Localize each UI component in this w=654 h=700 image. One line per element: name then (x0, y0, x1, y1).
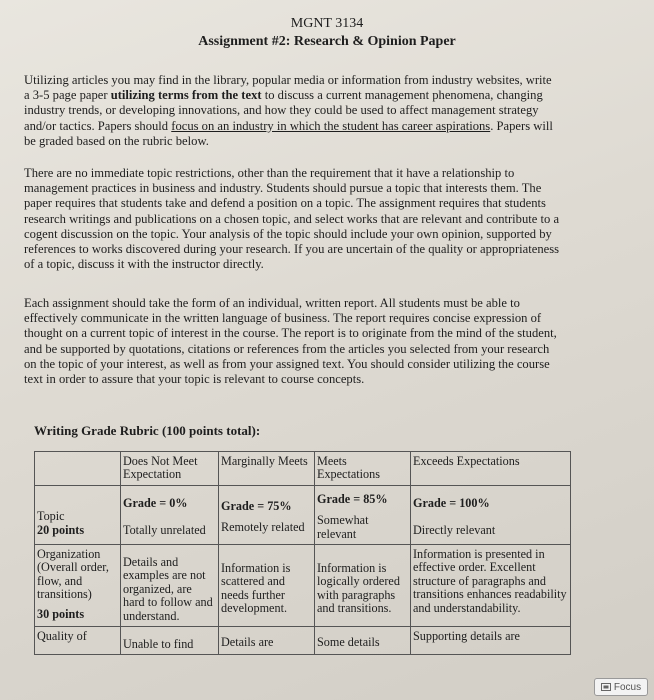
grade-label: Grade = 0% (123, 495, 188, 510)
rubric-title: Writing Grade Rubric (100 points total): (34, 423, 261, 438)
topic-cell: Grade = 100% Directly relevant (411, 485, 571, 544)
text-line: a 3-5 page paper utilizing terms from the text to discuss a current management phenomena, changing (24, 88, 543, 103)
course-code: MGNT 3134 (290, 16, 364, 31)
underlined-phrase: focus on an industry in which the student has career aspirations (171, 118, 491, 133)
text-line: on the topic of your interest, as well as from your assigned text. You should consider utilizing the course (24, 356, 550, 371)
text-line: and be supported by quotations, citations or references from the articles you selected from your research (24, 341, 550, 356)
text-line: Each assignment should take the form of an individual, written report. All students must be able to (24, 296, 520, 310)
rubric-corner-cell (35, 452, 121, 486)
text-line: cogent discussion on the topic. Your analysis of the topic should include your own opinion, supported by (24, 226, 552, 241)
rubric-table (34, 451, 571, 655)
organization-cell: Information is logically ordered with paragraphs and transitions. (315, 545, 411, 627)
header-exceeds: Exceeds Expectations (411, 452, 571, 486)
text-line: of a topic, discuss it with the instructor directly. (24, 257, 264, 272)
text-line: effectively communicate in the written language of business. The report requires concise expression of (24, 311, 542, 326)
topic-cell: Grade = 85% Somewhat relevant (315, 485, 411, 544)
text-line: text in order to assure that your topic is relevant to course concepts. (24, 372, 365, 387)
text-line: be graded based on the rubric below. (24, 133, 209, 148)
quality-cell: Details are (219, 627, 315, 655)
rubric-row-quality (35, 627, 571, 655)
paragraph-topic (24, 166, 624, 272)
text-line: There are no immediate topic restrictions, other than the requirement that it have a relationship to (24, 166, 515, 180)
text-line: and/or tactics. Papers should focus on an industry in which the student has career aspirations. Papers will (24, 118, 553, 133)
bold-phrase: utilizing terms from the text (110, 88, 262, 103)
organization-points: 30 points (37, 606, 85, 621)
header-marginally-meets: Marginally Meets (219, 452, 315, 486)
text-line: research writings and publications on a chosen topic, and select works that are relevant and contribute to a (24, 211, 560, 226)
grade-label: Grade = 75% (221, 498, 292, 513)
text-line: thought on a current topic of interest in the course. The report is to originate from the mind of the student, (24, 326, 557, 341)
paragraph-format (24, 296, 624, 387)
row-label-organization: Organization (Overall order, flow, and transitions) 30 points (35, 545, 121, 627)
topic-label: Topic (37, 509, 65, 524)
text-line: industry trends, or developing innovations, and how they could be used to affect management strategy (24, 103, 539, 118)
header-does-not-meet: Does Not Meet Expectation (121, 452, 219, 486)
rubric-header-row (35, 452, 571, 486)
text-line: paper requires that students take and defend a position on a topic. The assignment requires that students (24, 196, 546, 211)
topic-cell: Grade = 75% Remotely related (219, 485, 315, 544)
topic-cell: Grade = 0% Totally unrelated (121, 485, 219, 544)
topic-points: 20 points (37, 522, 85, 537)
text-line: references to works discovered during your research. If you are uncertain of the quality or appropriateness (24, 242, 560, 257)
quality-cell: Unable to find (121, 627, 219, 655)
focus-icon (601, 682, 611, 692)
grade-label: Grade = 100% (413, 495, 490, 510)
organization-cell: Information is presented in effective order. Excellent structure of paragraphs and transitions enhances readability and understandability. (411, 545, 571, 627)
organization-cell: Details and examples are not organized, are hard to follow and understand. (121, 545, 219, 627)
header-meets: Meets Expectations (315, 452, 411, 486)
text-line: Utilizing articles you may find in the library, popular media or information from industry websites, write (24, 73, 552, 87)
paragraph-intro (24, 73, 624, 149)
row-label-topic (35, 485, 121, 544)
quality-cell: Supporting details are (411, 627, 571, 655)
quality-cell: Some details (315, 627, 411, 655)
organization-cell: Information is scattered and needs further development. (219, 545, 315, 627)
focus-button[interactable] (594, 678, 648, 696)
rubric-row-organization (35, 545, 571, 627)
text-line: management practices in business and industry. Students should pursue a topic that interests them. The (24, 181, 542, 196)
focus-label: Focus (613, 681, 642, 693)
rubric-row-topic (35, 485, 571, 544)
row-label-quality: Quality of (35, 627, 121, 655)
grade-label: Grade = 85% (317, 491, 388, 506)
assignment-title: Assignment #2: Research & Opinion Paper (198, 34, 456, 49)
